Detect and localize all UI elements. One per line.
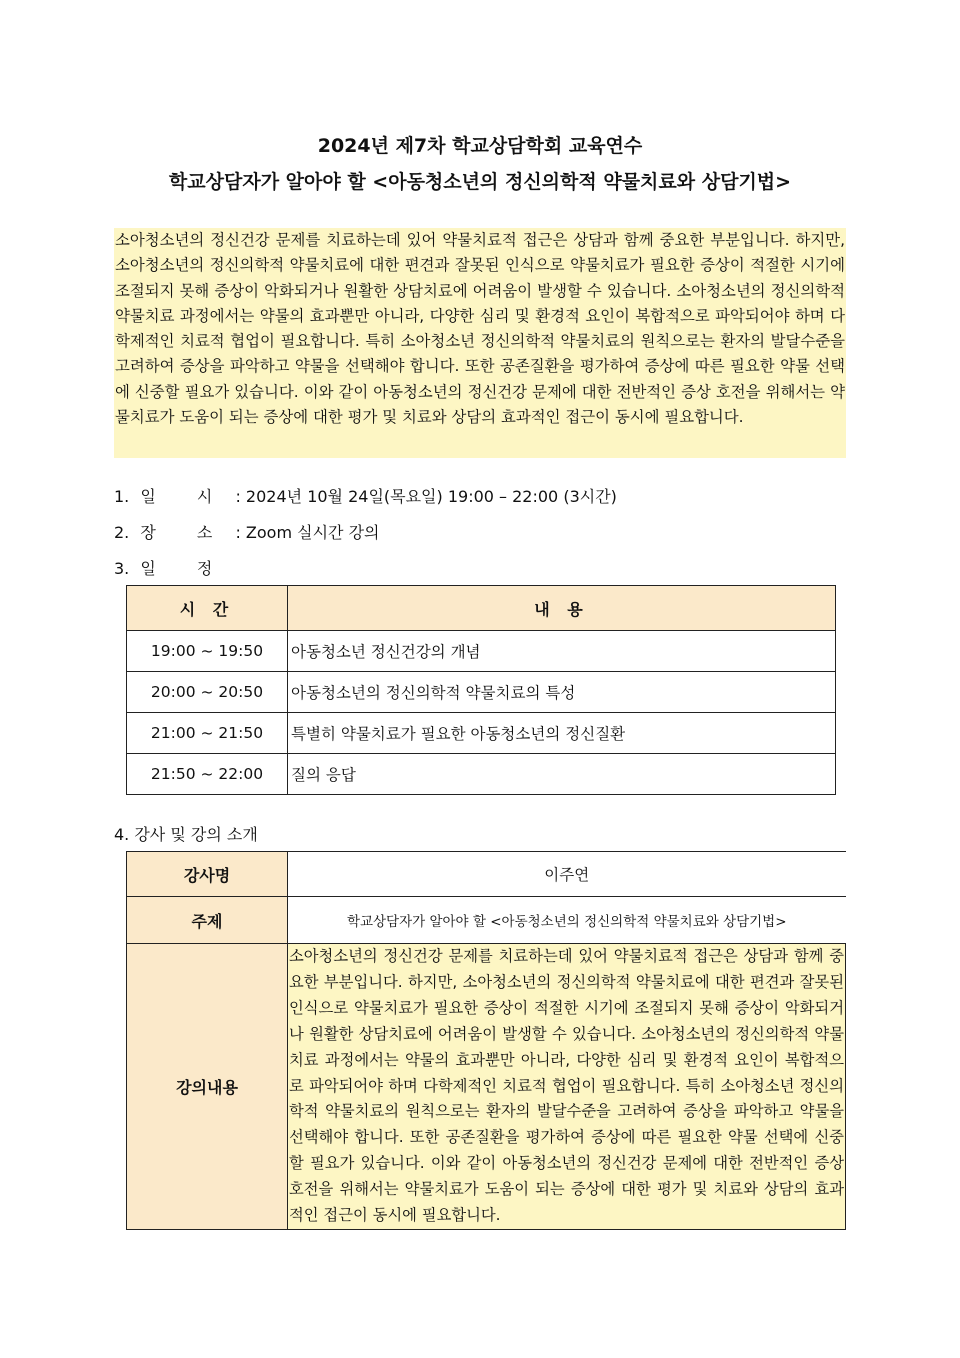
- place-number: 2.: [114, 523, 130, 542]
- lecture-table: [126, 851, 846, 1230]
- table-row: [127, 754, 836, 795]
- schedule-content: 질의 응답: [288, 754, 836, 795]
- schedule-time: 21:50 ~ 22:00: [127, 754, 288, 795]
- place-info: [114, 520, 380, 543]
- content-label: 강의내용: [127, 944, 288, 1230]
- schedule-time: 19:00 ~ 19:50: [127, 631, 288, 672]
- schedule-heading: [114, 556, 230, 579]
- date-info: [114, 484, 617, 507]
- date-number: 1.: [114, 487, 130, 506]
- schedule-time: 20:00 ~ 20:50: [127, 672, 288, 713]
- schedule-header-row: [127, 586, 836, 631]
- schedule-number: 3.: [114, 559, 130, 578]
- table-row: [127, 672, 836, 713]
- topic-label: 주제: [127, 897, 288, 944]
- time-column-header: 시 간: [127, 586, 288, 631]
- schedule-content: 특별히 약물치료가 필요한 아동청소년의 정신질환: [288, 713, 836, 754]
- table-row: [127, 897, 846, 944]
- schedule-label: 일 정: [140, 559, 231, 578]
- lecture-content: 소아청소년의 정신건강 문제를 치료하는데 있어 약물치료적 접근은 상담과 함께 중요한 부분입니다. 하지만, 소아청소년의 정신의학적 약물치료에 대한 편견과 잘못된 인식으로 약물치료가 필요한 증상이 적절한 시기에 조절되지 못해 증상이 악화되거나 원활한 상담치료에 어려움이 발생할 수 있습니다. 소아청소년의 정신의학적 약물치료 과정에서는 약물의 효과뿐만 아니라, 다양한 심리 및 환경적 요인이 복합적으로 파악되어야 하며 다학제적인 치료적 협업이 필요합니다. 특히 소아청소년 정신의학적 약물치료의 원칙으로는 환자의 발달수준을 고려하여 증상을 파악하고 약물을 선택해야 합니다. 또한 공존질환을 평가하여 증상에 따른 필요한 약물 선택에 신중할 필요가 있습니다. 이와 같이 아동청소년의 정신건강 문제에 대한 전반적인 증상 호전을 위해서는 약물치료가 도움이 되는 증상에 대한 평가 및 치료와 상담의 효과적인 접근이 동시에 필요합니다.: [288, 944, 846, 1230]
- date-label: 일 시: [140, 487, 231, 506]
- date-value: : 2024년 10월 24일(목요일) 19:00 – 22:00 (3시간): [235, 487, 617, 506]
- page-subtitle: 학교상담자가 알아야 할 <아동청소년의 정신의학적 약물치료와 상담기법>: [168, 171, 792, 193]
- instructor-name: 이주연: [288, 852, 846, 897]
- place-label: 장 소: [140, 523, 231, 542]
- instructor-label: 강사명: [127, 852, 288, 897]
- table-row: [127, 713, 836, 754]
- schedule-content: 아동청소년의 정신의학적 약물치료의 특성: [288, 672, 836, 713]
- topic-value: 학교상담자가 알아야 할 <아동청소년의 정신의학적 약물치료와 상담기법>: [288, 897, 846, 944]
- lecture-heading: 4. 강사 및 강의 소개: [114, 825, 258, 844]
- schedule-time: 21:00 ~ 21:50: [127, 713, 288, 754]
- table-row: [127, 852, 846, 897]
- table-row: [127, 631, 836, 672]
- schedule-content: 아동청소년 정신건강의 개념: [288, 631, 836, 672]
- schedule-table: [126, 585, 836, 795]
- page-title: 2024년 제7차 학교상담학회 교육연수: [317, 135, 643, 157]
- content-column-header: 내 용: [288, 586, 836, 631]
- intro-paragraph: 소아청소년의 정신건강 문제를 치료하는데 있어 약물치료적 접근은 상담과 함께 중요한 부분입니다. 하지만, 소아청소년의 정신의학적 약물치료에 대한 편견과 잘못된 인식으로 약물치료가 필요한 증상이 적절한 시기에 조절되지 못해 증상이 악화되거나 원활한 상담치료에 어려움이 발생할 수 있습니다. 소아청소년의 정신의학적 약물치료 과정에서는 약물의 효과뿐만 아니라, 다양한 심리 및 환경적 요인이 복합적으로 파악되어야 하며 다학제적인 치료적 협업이 필요합니다. 특히 소아청소년 정신의학적 약물치료의 원칙으로는 환자의 발달수준을 고려하여 증상을 파악하고 약물을 선택해야 합니다. 또한 공존질환을 평가하여 증상에 따른 필요한 약물 선택에 신중할 필요가 있습니다. 이와 같이 아동청소년의 정신건강 문제에 대한 전반적인 증상 호전을 위해서는 약물치료가 도움이 되는 증상에 대한 평가 및 치료와 상담의 효과적인 접근이 동시에 필요합니다.: [114, 228, 846, 458]
- table-row: [127, 944, 846, 1230]
- place-value: : Zoom 실시간 강의: [235, 523, 380, 542]
